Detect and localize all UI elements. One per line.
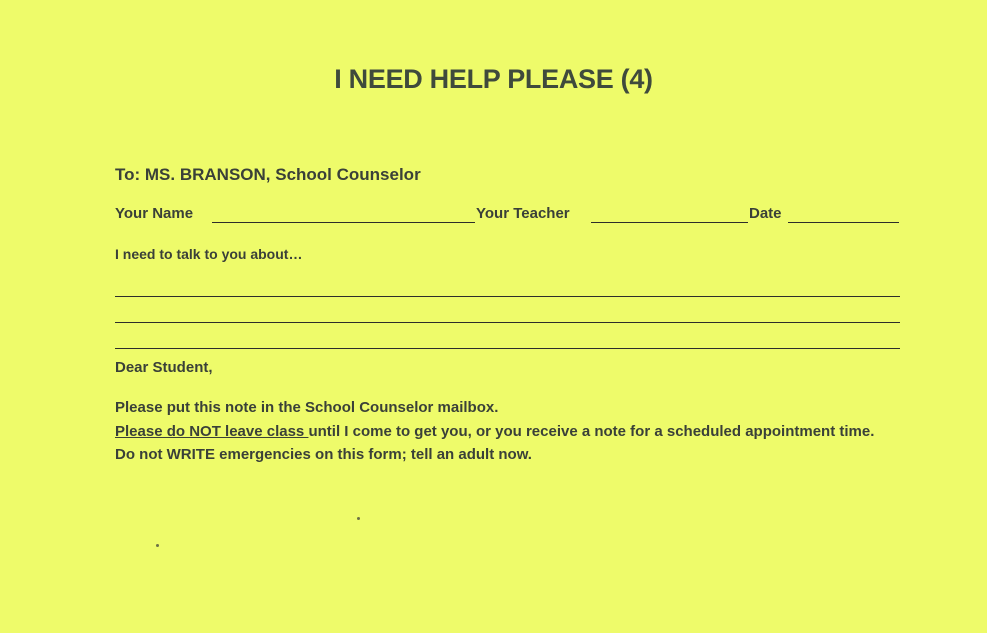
- topic-prompt: I need to talk to you about…: [115, 246, 303, 262]
- recipient-line: To: MS. BRANSON, School Counselor: [115, 165, 421, 184]
- topic-write-line-3[interactable]: [115, 348, 900, 349]
- name-label: Your Name: [115, 205, 194, 222]
- date-label: Date: [749, 205, 782, 222]
- name-blank-line[interactable]: [212, 222, 475, 223]
- instruction-stay-in-class: [115, 420, 875, 444]
- form-title: I NEED HELP PLEASE (4): [334, 64, 653, 94]
- date-blank-line[interactable]: [788, 222, 899, 223]
- topic-write-line-1[interactable]: [115, 296, 900, 297]
- instructions-block: [115, 396, 875, 467]
- instruction-stay-in-class-rest: until I come to get you, or you receive a note for a scheduled appointment time.: [308, 422, 875, 440]
- underlined-warning: Please do NOT leave class: [115, 422, 309, 440]
- instruction-emergencies: Do not WRITE emergencies on this form; tell an adult now.: [115, 446, 532, 463]
- instruction-mailbox: Please put this note in the School Counselor mailbox.: [115, 399, 499, 416]
- paper-speck: [156, 544, 159, 547]
- teacher-label: Your Teacher: [476, 205, 570, 222]
- student-info-row: [115, 205, 900, 227]
- topic-write-line-2[interactable]: [115, 322, 900, 323]
- teacher-blank-line[interactable]: [591, 222, 748, 223]
- greeting: Dear Student,: [115, 359, 213, 376]
- paper-speck: [357, 517, 360, 520]
